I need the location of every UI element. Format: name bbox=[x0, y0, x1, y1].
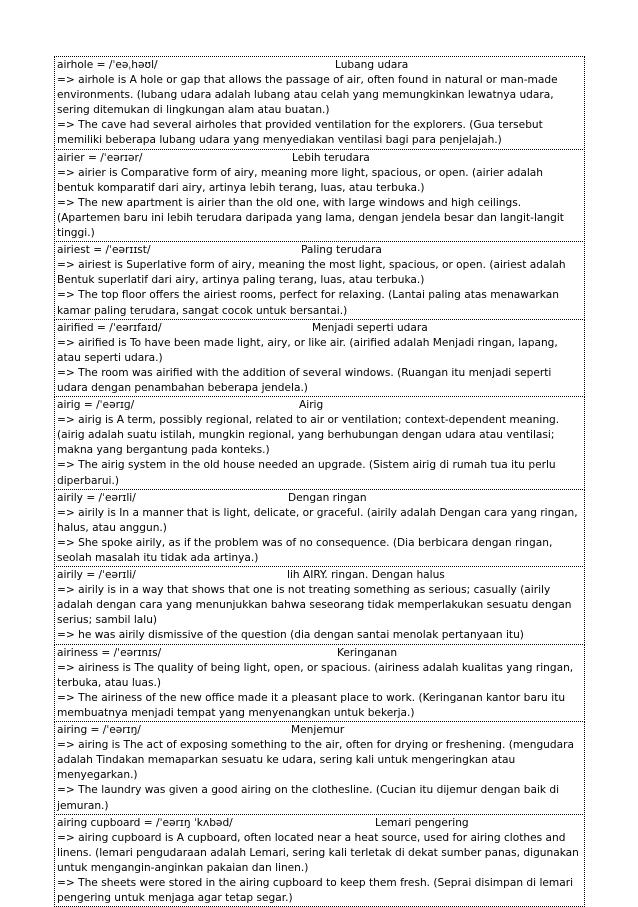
translation: Lubang udara bbox=[335, 59, 409, 71]
glossary-page bbox=[54, 56, 585, 907]
example: => he was airily dismissive of the question (dia dengan santai menolak pertanyaan itu) bbox=[57, 629, 524, 642]
definition: => airing is The act of exposing something to the air, often for drying or freshening. (mengudara adalah Tindakan memaparkan sesuatu ke udara, sering kali untuk mengeringkan atau menyegarkan.) bbox=[57, 739, 574, 782]
example: => The cave had several airholes that provided ventilation for the explorers. (Gua tersebut memiliki beberapa lubang udara yang menyediakan ventilasi bagi para penjelajah.) bbox=[57, 119, 543, 147]
headword: airily = /ˈeərɪli/ bbox=[57, 491, 136, 504]
headword: airily = /ˈeərɪli/ bbox=[57, 569, 136, 582]
example: => The laundry was given a good airing on the clothesline. (Cucian itu dijemur dengan baik di jemuran.) bbox=[57, 784, 560, 812]
entry-header bbox=[57, 646, 582, 661]
headword: airiness = /ˈeərɪnɪs/ bbox=[57, 646, 162, 659]
entry-airhole bbox=[54, 56, 585, 150]
translation: Keringanan bbox=[337, 646, 398, 659]
entry-airing-cupboard bbox=[54, 814, 585, 907]
entry-header bbox=[57, 151, 582, 166]
definition: => airhole is A hole or gap that allows the passage of air, often found in natural or man-made environments. (lubang udara adalah lubang atau celah yang memungkinkan lewatnya udara, sering ditemukan di lingkungan alam atau buatan.) bbox=[57, 74, 558, 117]
definition: => airiest is Superlative form of airy, meaning the most light, spacious, or open. (airiest adalah Bentuk superlatif dari airy, artinya paling terang, luas, atau terbuka.) bbox=[57, 259, 566, 287]
example: => The top floor offers the airiest rooms, perfect for relaxing. (Lantai paling atas menawarkan kamar paling terudara, sangat cocok untuk bersantai.) bbox=[57, 289, 559, 317]
headword: airig = /ˈeərɪɡ/ bbox=[57, 399, 135, 412]
headword: airier = /ˈeərɪər/ bbox=[57, 151, 143, 164]
example: => The new apartment is airier than the old one, with large windows and high ceilings. (Apartemen baru ini lebih terudara daripada yang lama, dengan jendela besar dan langit-langit tinggi.) bbox=[57, 196, 564, 240]
definition: => airily is In a manner that is light, delicate, or graceful. (airily adalah Dengan cara yang ringan, halus, atau anggun.) bbox=[57, 506, 578, 534]
example: => The room was airified with the addition of several windows. (Ruangan itu menjadi seperti udara dengan penambahan beberapa jendela.) bbox=[57, 366, 552, 394]
translation: Lemari pengering bbox=[375, 816, 469, 829]
definition: => airified is To have been made light, airy, or like air. (airified adalah Menjadi ringan, lapang, atau seperti udara.) bbox=[57, 336, 558, 364]
entry-header bbox=[57, 58, 582, 73]
entry-airily-2 bbox=[54, 566, 585, 644]
definition: => airig is A term, possibly regional, related to air or ventilation; context-dependent meaning. (airig adalah suatu istilah, mungkin regional, yang berhubungan dengan udara atau ventilasi; makna yang bergantung pada konteks.) bbox=[57, 414, 560, 457]
definition: => airiness is The quality of being light, open, or spacious. (airiness adalah kualitas yang ringan, terbuka, atau luas.) bbox=[57, 661, 574, 689]
example: => She spoke airily, as if the problem was of no consequence. (Dia berbicara dengan ringan, seolah masalah itu tidak ada artinya.) bbox=[57, 536, 553, 564]
entry-header bbox=[57, 243, 582, 258]
entry-header bbox=[57, 816, 582, 831]
definition: => airily is in a way that shows that one is not treating something as serious; casually (airily adalah dengan cara yang menunjukkan bahwa seseorang tidak memperlakukan sesuatu dengan serius; sambil lalu) bbox=[57, 584, 572, 627]
headword: airiest = /ˈeərɪɪst/ bbox=[57, 244, 151, 257]
translation: Airig bbox=[299, 399, 324, 412]
entry-airig bbox=[54, 396, 585, 490]
headword: airing cupboard = /ˈeərɪŋ ˈkʌbəd/ bbox=[57, 816, 233, 829]
entry-airiest bbox=[54, 241, 585, 319]
entry-header bbox=[57, 723, 582, 738]
entry-airily bbox=[54, 489, 585, 567]
headword: airhole = /ˈeəˌhəʊl/ bbox=[57, 59, 158, 71]
definition: => airier is Comparative form of airy, meaning more light, spacious, or open. (airier adalah bentuk komparatif dari airy, artinya lebih terang, luas, atau terbuka.) bbox=[57, 166, 543, 194]
entry-header bbox=[57, 491, 582, 506]
example: => The sheets were stored in the airing cupboard to keep them fresh. (Seprai disimpan di lemari pengering untuk menjaga agar tetap segar.) bbox=[57, 876, 574, 905]
entry-header bbox=[57, 398, 582, 413]
entry-airified bbox=[54, 319, 585, 397]
example: => The airig system in the old house needed an upgrade. (Sistem airig di rumah tua itu perlu diperbarui.) bbox=[57, 459, 556, 487]
translation: Menjadi seperti udara bbox=[312, 321, 428, 334]
entry-header bbox=[57, 321, 582, 336]
headword: airified = /ˈeərɪfaɪd/ bbox=[57, 321, 162, 334]
translation: Dengan ringan bbox=[288, 491, 367, 504]
entry-airier bbox=[54, 149, 585, 243]
entry-airing bbox=[54, 721, 585, 815]
translation: Paling terudara bbox=[301, 244, 382, 257]
translation: lih AIRY. ringan. Dengan halus bbox=[287, 569, 445, 582]
translation: Menjemur bbox=[291, 724, 345, 737]
entry-airiness bbox=[54, 644, 585, 722]
headword: airing = /ˈeərɪŋ/ bbox=[57, 724, 141, 737]
definition: => airing cupboard is A cupboard, often located near a heat source, used for airing clothes and linens. (lemari pengudaraan adalah Lemari, sering kali terletak di dekat sumber panas, digunakan untuk mengangin-anginkan pakaian dan linen.) bbox=[57, 831, 579, 874]
translation: Lebih terudara bbox=[292, 151, 370, 164]
entry-header bbox=[57, 568, 582, 583]
example: => The airiness of the new office made it a pleasant place to work. (Keringanan kantor baru itu membuatnya menjadi tempat yang menyenangkan untuk bekerja.) bbox=[57, 691, 566, 719]
